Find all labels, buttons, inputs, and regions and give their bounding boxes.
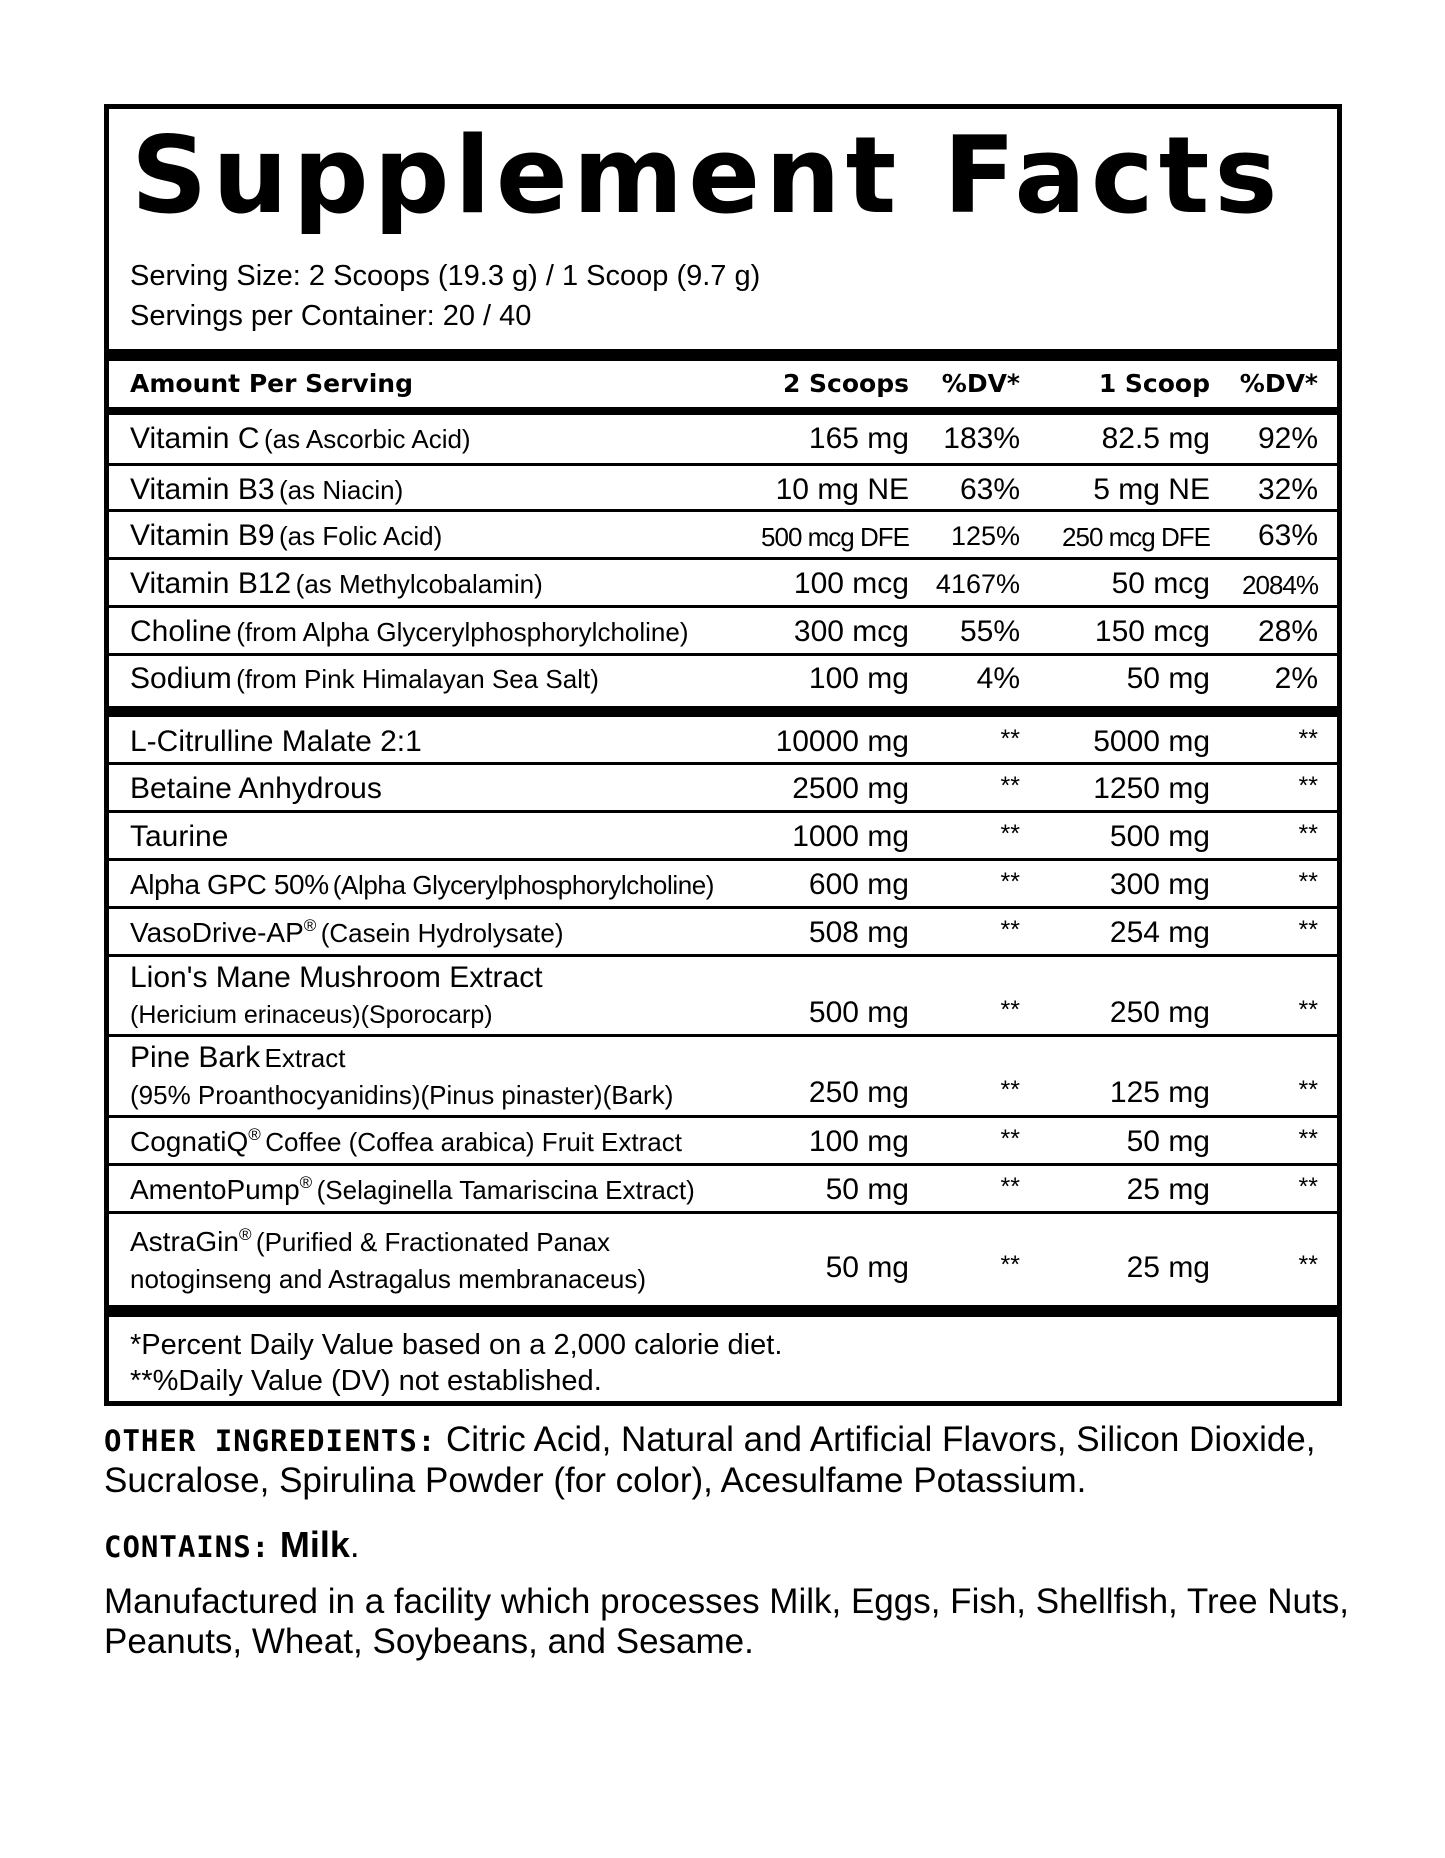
amount-1-scoop: 50 mg — [1126, 1125, 1210, 1158]
amount-2-scoops: 50 mg — [825, 1173, 909, 1206]
amount-2-scoops: 300 mcg — [793, 615, 909, 648]
header-1-scoop-dv: %DV* — [1239, 369, 1318, 398]
nutrient-source: (from Alpha Glycerylphosphorylcholine) — [236, 617, 689, 647]
footnote-daily-value: *Percent Daily Value based on a 2,000 calorie diet. — [130, 1329, 783, 1361]
nutrient-name: Sodium — [130, 662, 232, 695]
ingredient-source-line-2: notoginseng and Astragalus membranaceus) — [130, 1264, 646, 1294]
dv-1-scoop: ** — [1298, 725, 1318, 753]
dv-2-scoops: ** — [1000, 772, 1020, 800]
amount-1-scoop: 250 mg — [1109, 996, 1210, 1029]
amount-2-scoops: 165 mg — [808, 422, 909, 455]
dv-2-scoops: ** — [1000, 916, 1020, 944]
amount-1-scoop: 254 mg — [1109, 916, 1210, 949]
ingredient-name: Betaine Anhydrous — [130, 772, 382, 805]
table-row — [109, 909, 1337, 957]
table-row — [109, 813, 1337, 861]
dv-1-scoop: ** — [1298, 868, 1318, 896]
dv-1-scoop: ** — [1298, 1076, 1318, 1104]
dv-2-scoops: ** — [1000, 1173, 1020, 1201]
registered-mark: ® — [299, 1173, 313, 1192]
amount-2-scoops: 508 mg — [808, 916, 909, 949]
ingredient-source: Coffee (Coffea arabica) Fruit Extract — [265, 1127, 682, 1157]
nutrient-source: (as Niacin) — [278, 475, 404, 505]
table-row — [109, 560, 1337, 608]
header-1-scoop: 1 Scoop — [1098, 369, 1210, 398]
header-2-scoops-dv: %DV* — [941, 369, 1020, 398]
nutrient-name: Vitamin B9 — [130, 519, 275, 552]
table-row — [109, 861, 1337, 909]
amount-1-scoop: 300 mg — [1109, 868, 1210, 901]
footnote-dv-not-established: **%Daily Value (DV) not established. — [130, 1365, 602, 1397]
amount-1-scoop: 25 mg — [1126, 1251, 1210, 1284]
amount-1-scoop: 25 mg — [1126, 1173, 1210, 1206]
serving-size: Serving Size: 2 Scoops (19.3 g) / 1 Scoop (9.7 g) — [130, 260, 761, 292]
dv-1-scoop: ** — [1298, 1251, 1318, 1279]
table-row — [109, 1166, 1337, 1214]
dv-1-scoop: 2% — [1274, 662, 1318, 695]
dv-2-scoops: ** — [1000, 1125, 1020, 1153]
amount-2-scoops: 10000 mg — [775, 725, 909, 758]
ingredient-source: (Hericium erinaceus)(Sporocarp) — [130, 1001, 493, 1029]
dv-1-scoop: 32% — [1257, 473, 1318, 506]
thick-divider — [109, 349, 1337, 361]
dv-2-scoops: 55% — [959, 615, 1020, 648]
dv-2-scoops: 63% — [959, 473, 1020, 506]
allergen-contains — [104, 1525, 1364, 1567]
amount-1-scoop: 50 mcg — [1111, 567, 1210, 600]
contains-value: Milk — [279, 1524, 350, 1565]
ingredients-section — [109, 717, 1337, 1293]
ingredient-name: AstraGin — [130, 1226, 239, 1257]
amount-1-scoop: 82.5 mg — [1101, 422, 1210, 455]
dv-2-scoops: 183% — [943, 422, 1020, 455]
dv-1-scoop: 2084% — [1242, 570, 1318, 600]
dv-1-scoop: ** — [1298, 916, 1318, 944]
other-ingredients-label: OTHER INGREDIENTS: — [104, 1424, 437, 1458]
dv-1-scoop: ** — [1298, 772, 1318, 800]
amount-1-scoop: 1250 mg — [1093, 772, 1210, 805]
vitamins-section — [109, 415, 1337, 706]
dv-1-scoop: ** — [1298, 996, 1318, 1024]
amount-1-scoop: 50 mg — [1126, 662, 1210, 695]
nutrient-name: Choline — [130, 615, 232, 648]
registered-mark: ® — [303, 916, 317, 935]
amount-1-scoop: 125 mg — [1109, 1076, 1210, 1109]
amount-2-scoops: 100 mg — [808, 662, 909, 695]
dv-1-scoop: 92% — [1257, 422, 1318, 455]
nutrient-source: (from Pink Himalayan Sea Salt) — [236, 664, 599, 694]
ingredient-name-suffix: Extract — [264, 1043, 346, 1073]
amount-1-scoop: 5000 mg — [1093, 725, 1210, 758]
ingredient-name: AmentoPump — [130, 1174, 300, 1205]
table-row — [109, 656, 1337, 706]
amount-2-scoops: 50 mg — [825, 1251, 909, 1284]
table-row — [109, 466, 1337, 512]
amount-2-scoops: 100 mg — [808, 1125, 909, 1158]
amount-2-scoops: 1000 mg — [792, 820, 909, 853]
registered-mark: ® — [238, 1225, 252, 1244]
table-row — [109, 608, 1337, 656]
table-row — [109, 957, 1337, 1037]
amount-1-scoop: 250 mcg DFE — [1062, 522, 1210, 552]
amount-2-scoops: 250 mg — [808, 1076, 909, 1109]
ingredient-name: L-Citrulline Malate 2:1 — [130, 725, 422, 758]
dv-2-scoops: ** — [1000, 1076, 1020, 1104]
nutrient-name: Vitamin B12 — [130, 567, 292, 600]
dv-2-scoops: ** — [1000, 1251, 1020, 1279]
amount-2-scoops: 600 mg — [808, 868, 909, 901]
amount-1-scoop: 500 mg — [1109, 820, 1210, 853]
registered-mark: ® — [248, 1125, 261, 1144]
table-row — [109, 1118, 1337, 1166]
ingredient-source: (Purified & Fractionated Panax — [255, 1227, 610, 1257]
ingredient-name: Lion's Mane Mushroom Extract — [130, 961, 543, 994]
dv-2-scoops: ** — [1000, 868, 1020, 896]
dv-1-scoop: 63% — [1257, 519, 1318, 552]
supplement-facts-panel — [104, 104, 1342, 1406]
footer-divider — [109, 1305, 1337, 1317]
table-row — [109, 1037, 1337, 1118]
dv-2-scoops: ** — [1000, 996, 1020, 1024]
amount-2-scoops: 500 mcg DFE — [761, 522, 909, 552]
amount-2-scoops: 10 mg NE — [775, 473, 909, 506]
ingredient-source: (Casein Hydrolysate) — [320, 918, 564, 948]
dv-1-scoop: ** — [1298, 1125, 1318, 1153]
header-amount-per-serving: Amount Per Serving — [130, 369, 413, 398]
section-divider — [109, 706, 1337, 717]
nutrient-name: Vitamin C — [130, 422, 260, 455]
panel-title: Supplement Facts — [131, 114, 1283, 237]
contains-label: CONTAINS: — [104, 1530, 271, 1564]
dv-2-scoops: ** — [1000, 820, 1020, 848]
ingredient-source: (Alpha Glycerylphosphorylcholine) — [332, 870, 715, 900]
table-row — [109, 765, 1337, 813]
servings-per-container: Servings per Container: 20 / 40 — [130, 300, 532, 332]
amount-2-scoops: 2500 mg — [792, 772, 909, 805]
ingredient-name: Pine Bark — [130, 1041, 261, 1074]
table-row — [109, 415, 1337, 466]
table-row — [109, 717, 1337, 765]
other-ingredients — [104, 1420, 1364, 1501]
header-divider — [109, 407, 1337, 415]
ingredient-name: CognatiQ — [130, 1126, 249, 1157]
dv-1-scoop: ** — [1298, 820, 1318, 848]
dv-2-scoops: 125% — [950, 521, 1020, 551]
ingredient-name: VasoDrive-AP — [130, 917, 304, 948]
table-row — [109, 1214, 1337, 1293]
amount-2-scoops: 100 mcg — [793, 567, 909, 600]
manufacturing-statement: Manufactured in a facility which processes Milk, Eggs, Fish, Shellfish, Tree Nuts, Peanuts, Wheat, Soybeans, and Sesame. — [104, 1582, 1349, 1661]
ingredient-source: (95% Proanthocyanidins)(Pinus pinaster)(Bark) — [130, 1080, 674, 1110]
nutrient-source: (as Methylcobalamin) — [295, 569, 543, 599]
ingredient-name: Taurine — [130, 820, 229, 853]
amount-1-scoop: 150 mcg — [1094, 615, 1210, 648]
dv-2-scoops: ** — [1000, 725, 1020, 753]
table-row — [109, 512, 1337, 560]
ingredient-source: (Selaginella Tamariscina Extract) — [316, 1175, 695, 1205]
amount-1-scoop: 5 mg NE — [1093, 473, 1210, 506]
dv-1-scoop: ** — [1298, 1173, 1318, 1201]
nutrient-name: Vitamin B3 — [130, 473, 275, 506]
nutrient-source: (as Folic Acid) — [278, 521, 443, 551]
dv-2-scoops: 4167% — [935, 569, 1020, 599]
contains-period: . — [349, 1526, 360, 1565]
nutrient-source: (as Ascorbic Acid) — [263, 424, 471, 454]
dv-1-scoop: 28% — [1257, 615, 1318, 648]
header-2-scoops: 2 Scoops — [782, 369, 909, 398]
other-ingredients-text: Citric Acid, Natural and Artificial Flavors, Silicon Dioxide, Sucralose, Spirulina Powder (for color), Acesulfame Potassium. — [104, 1420, 1316, 1500]
amount-2-scoops: 500 mg — [808, 996, 909, 1029]
column-header-row — [109, 361, 1337, 407]
ingredient-name: Alpha GPC 50% — [130, 869, 329, 900]
dv-2-scoops: 4% — [976, 662, 1020, 695]
